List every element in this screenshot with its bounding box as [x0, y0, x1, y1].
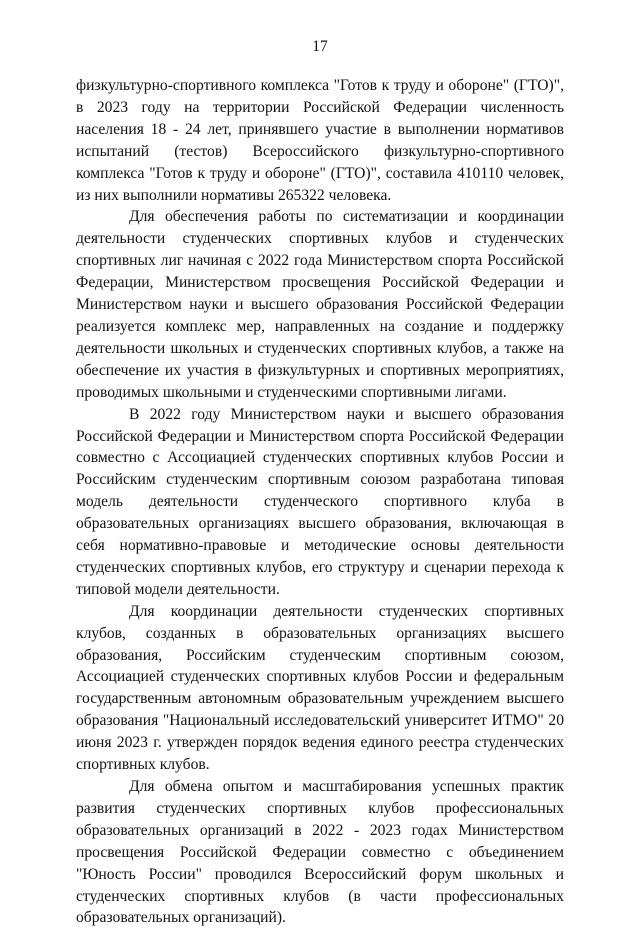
paragraph: В 2022 году Министерством науки и высшего образования Российской Федерации и Министерством спорта Российской Федерации совместно с Ассоциацией студенческих спортивных клубов России и Российским студенческим спортивным союзом разработана типовая модель деятельности студенческого спортивного клуба в образовательных организациях высшего образования, включающая в себя нормативно-правовые и методические основы деятельности студенческих спортивных клубов, его структуру и сценарии перехода к типовой модели деятельности.: [76, 405, 564, 598]
page-number: 17: [312, 38, 328, 55]
paragraph: Для обмена опытом и масштабирования успешных практик развития студенческих спортивных клубов профессиональных образовательных организаций в 2022 - 2023 годах Министерством просвещения Российской Федерации совместно с объединением "Юность России" проводился Всероссийский форум школьных и студенческих спортивных клубов (в части профессиональных образовательных организаций).: [76, 778, 564, 927]
paragraph-continuation: физкультурно-спортивного комплекса "Готов к труду и обороне" (ГТО)", в 2023 году на территории Российской Федерации численность населения 18 - 24 лет, принявшего участие в выполнении нормативов испытаний (тестов) Всероссийского физкультурно-спортивного комплекса "Готов к труду и обороне" (ГТО)", составила 410110 человек, из них выполнили нормативы 265322 человека.: [76, 77, 564, 204]
document-body: [76, 75, 564, 929]
paragraph: Для обеспечения работы по систематизации и координации деятельности студенческих спортивных клубов и студенческих спортивных лиг начиная с 2022 года Министерством спорта Российской Федерации, Министерством просвещения Российской Федерации и Министерством науки и высшего образования Российской Федерации реализуется комплекс мер, направленных на создание и поддержку деятельности школьных и студенческих спортивных клубов, а также на обеспечение их участия в физкультурных и спортивных мероприятиях, проводимых школьными и студенческими спортивными лигами.: [76, 208, 564, 401]
paragraph: Для координации деятельности студенческих спортивных клубов, созданных в образовательных организациях высшего образования, Российским студенческим спортивным союзом, Ассоциацией студенческих спортивных клубов России и федеральным государственным автономным образовательным учреждением высшего образования "Национальный исследовательский университет ИТМО" 20 июня 2023 г. утвержден порядок ведения единого реестра студенческих спортивных клубов.: [76, 602, 564, 774]
